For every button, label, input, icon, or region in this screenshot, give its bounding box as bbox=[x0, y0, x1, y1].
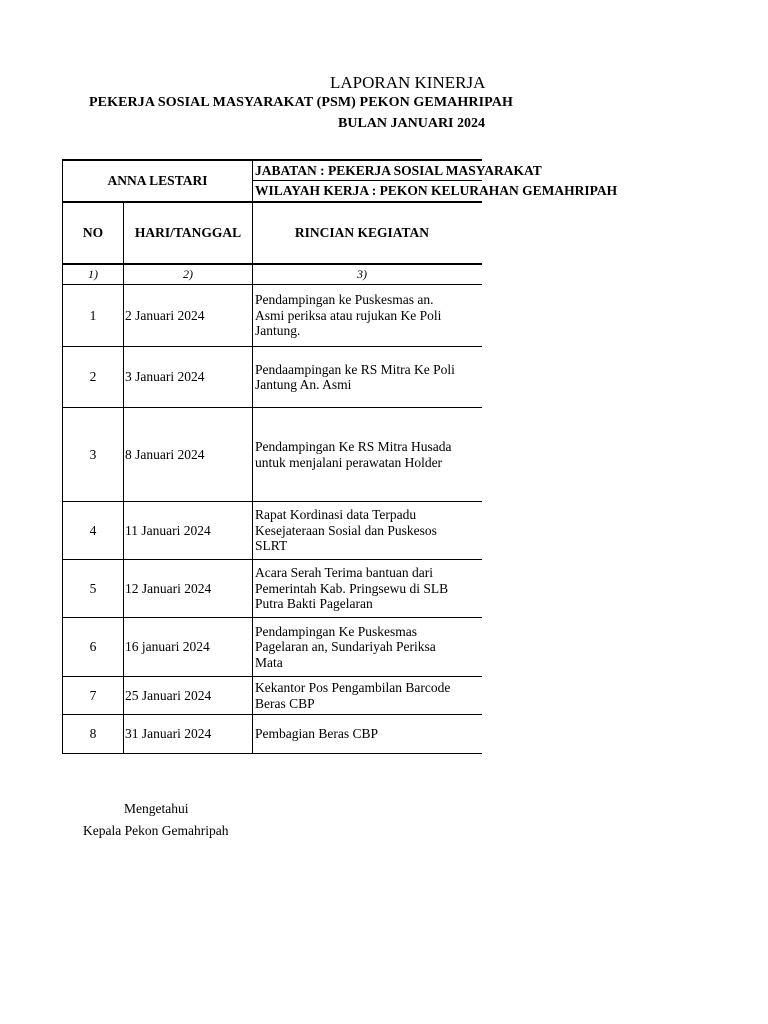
table-border-bottom bbox=[62, 753, 482, 754]
row-detail: Pendaampingan ke RS Mitra Ke Poli Jantung An. Asmi bbox=[255, 361, 455, 392]
signatory-title: Kepala Pekon Gemahripah bbox=[83, 823, 229, 838]
row-no: 5 bbox=[89, 580, 97, 596]
row-detail: Acara Serah Terima bantuan dari Pemerintah Kab. Pringsewu di SLB Putra Bakti Pagelaran bbox=[255, 565, 449, 612]
column-header-no: NO bbox=[82, 225, 104, 241]
row-no: 1 bbox=[89, 307, 97, 323]
row-date: 11 Januari 2024 bbox=[125, 522, 211, 538]
position-label: JABATAN : PEKERJA SOSIAL MASYARAKAT bbox=[255, 162, 542, 178]
row-no: 2 bbox=[89, 369, 97, 385]
column-index-detail: 3) bbox=[357, 266, 367, 281]
work-area-label: WILAYAH KERJA : PEKON KELURAHAN GEMAHRIPAH bbox=[255, 183, 618, 199]
row-detail: Rapat Kordinasi data Terpadu Kesejateraan Sosial dan Puskesos SLRT bbox=[255, 507, 437, 554]
row-no: 4 bbox=[89, 522, 97, 538]
row-date: 16 januari 2024 bbox=[125, 639, 210, 655]
report-title: LAPORAN KINERJA bbox=[330, 73, 486, 92]
column-header-detail: RINCIAN KEGIATAN bbox=[294, 225, 430, 241]
row-date: 8 Januari 2024 bbox=[125, 446, 205, 462]
row-detail: Pendampingan ke Puskesmas an. Asmi periksa atau rujukan Ke Poli Jantung. bbox=[255, 292, 442, 339]
row-no: 8 bbox=[89, 726, 97, 742]
row-no: 6 bbox=[89, 639, 97, 655]
row-detail: Kekantor Pos Pengambilan Barcode Beras CBP bbox=[255, 680, 451, 711]
row-date: 31 Januari 2024 bbox=[125, 726, 212, 742]
column-index-no: 1) bbox=[88, 266, 98, 281]
row-detail: Pembagian Beras CBP bbox=[255, 726, 378, 742]
report-subtitle: PEKERJA SOSIAL MASYARAKAT (PSM) PEKON GEMAHRIPAH bbox=[89, 95, 513, 110]
column-header-date: HARI/TANGGAL bbox=[134, 225, 242, 241]
row-date: 12 Januari 2024 bbox=[125, 580, 212, 596]
row-detail: Pendampingan Ke RS Mitra Husada untuk menjalani perawatan Holder bbox=[255, 439, 452, 470]
acknowledgement-label: Mengetahui bbox=[124, 801, 189, 816]
row-detail: Pendampingan Ke Puskesmas Pagelaran an, Sundariyah Periksa Mata bbox=[255, 623, 436, 670]
row-date: 3 Januari 2024 bbox=[125, 369, 205, 385]
row-no: 7 bbox=[89, 687, 97, 703]
report-period: BULAN JANUARI 2024 bbox=[338, 116, 486, 131]
column-index-date: 2) bbox=[183, 266, 193, 281]
officer-name: ANNA LESTARI bbox=[107, 173, 208, 189]
row-no: 3 bbox=[89, 446, 97, 462]
row-date: 25 Januari 2024 bbox=[125, 687, 212, 703]
row-date: 2 Januari 2024 bbox=[125, 307, 205, 323]
